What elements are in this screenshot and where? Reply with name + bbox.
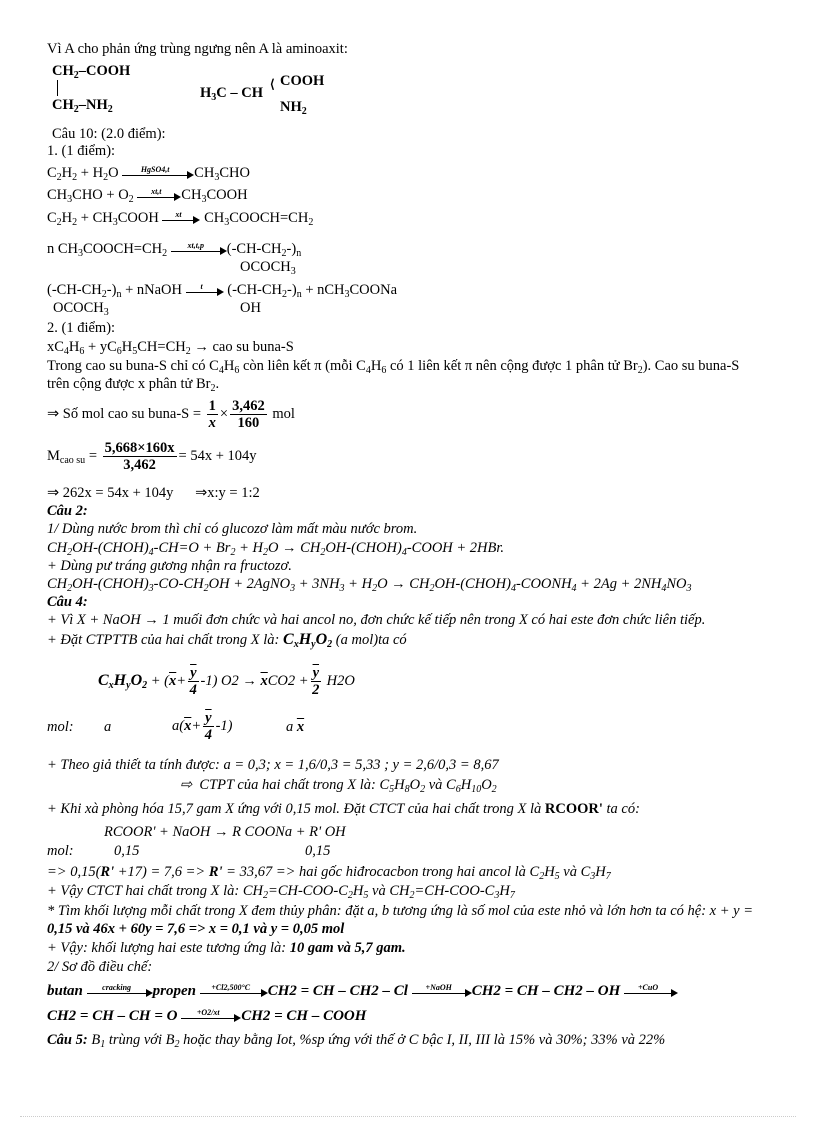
cau4-line-10: + Vậy: khối lượng hai este tương ứng là: 10 gam và 5,7 gam. <box>47 940 406 956</box>
synthesis-row-2: CH2 = CH – CH = O +O2/xt CH2 = CH – COOH <box>47 1007 367 1024</box>
page-divider <box>20 1116 796 1117</box>
cau2-line-1: 1/ Dùng nước brom thì chỉ có glucozơ làm mất màu nước brom. <box>47 521 418 537</box>
ratio-line: ⇒ 262x = 54x + 104y ⇒x:y = 1:2 <box>47 485 260 501</box>
struct2-bond: ⟨ <box>270 77 275 91</box>
reaction-1: $C_2H_2 + H_2O$ HgSO4,t $CH_3CHO$ <box>47 164 250 183</box>
mol-line: ⇒ Số mol cao su buna-S = $\frac{1}{x}$ × $\frac{3,462}{160}$ mol <box>47 398 295 432</box>
cau5-line: Câu 5: $B_1$ trùng với $B_2$ hoặc thay bằng Iot, %sp ứng với thế ở C bậc I, II, III là 15% và 30%; 33% và 22% <box>47 1032 666 1050</box>
part1-title: 1. (1 điểm): <box>47 143 116 159</box>
mol-label: mol: <box>47 719 74 735</box>
cau4-line-7: + Vậy CTCT hai chất trong X là: $CH_2=CH-COO-C_2H_5$ và $CH_2=CH-COO-C_3H_7$ <box>47 883 515 901</box>
part2-title: 2. (1 điểm): <box>47 320 116 336</box>
cau4-line-8: * Tìm khối lượng mỗi chất trong X đem thủy phân: đặt a, b tương ứng là số mol của este nhỏ và lớn hơn ta có hệ: x + y = <box>47 903 753 919</box>
sap-mol-v2: 0,15 <box>305 843 331 859</box>
mol-o2-expr: $a(\overline{x}+$ $\frac{\overline{y}}{4}$ -1) <box>172 710 233 744</box>
cau2-title: Câu 2: <box>47 503 88 519</box>
cau10-title: Câu 10: (2.0 điểm): <box>52 126 166 142</box>
reaction-4: n $CH_3COOCH=CH_2$ xt,t,p $(-CH-CH_2-)_n$ <box>47 240 302 259</box>
reaction-5-sub-right: OH <box>240 300 261 316</box>
buna-text-1: Trong cao su buna-S chỉ có $C_4H_6$ còn liên kết π (mỗi $C_4H_6$ có 1 liên kết π nên cộng được 1 phân tử $Br_2$). Cao su buna-S <box>47 358 740 376</box>
reaction-3: $C_2H_2$ + $CH_3COOH$ xt $CH_3COOCH=CH_2$ <box>47 209 314 228</box>
struct1-bottom: $CH_2-NH_2$ <box>52 97 113 115</box>
struct1-top: $CH_2$–COOH <box>52 63 131 81</box>
cau4-line-1: + Vì X + NaOH → 1 muối đơn chức và hai ancol no, đơn chức kế tiếp nên trong X có hai este đơn chức liên tiếp. <box>47 612 706 628</box>
combustion-equation: $C_xH_yO_2 + (\overline{x}+$ $\frac{\overline{y}}{4}$ -1) $O2 \to \overline{x}CO2$ + $\frac{\overline{y}}{2}$ H2O <box>98 665 355 699</box>
intro-text: Vì A cho phản ứng trùng ngưng nên A là aminoaxit: <box>47 41 348 57</box>
buna-equation: $xC_4H_6 + yC_6H_5CH=CH_2$ → cao su buna-S <box>47 339 294 357</box>
synthesis-row-1: butan cracking propen +Cl2,500°C CH2 = CH – CH2 – Cl +NaOH CH2 = CH – CH2 – OH +CuO <box>47 982 678 1000</box>
saponification-equation: RCOOR' + NaOH → R COONa + R' OH <box>104 824 346 840</box>
cau2-line-2: $CH_2OH-(CHOH)_4-CH=O + Br_2 + H_2O$ → $CH_2OH-(CHOH)_4$-COOH + 2HBr. <box>47 540 505 558</box>
mol-a: a <box>104 719 112 735</box>
reaction-2: $CH_3CHO + O_2$ xt,t $CH_3COOH$ <box>47 186 248 205</box>
struct1-bond <box>57 80 58 96</box>
cau4-line-5: + Khi xà phòng hóa 15,7 gam X ứng với 0,15 mol. Đặt CTCT của hai chất trong X là RCOOR' ta có: <box>47 801 640 817</box>
reaction-4-sub: $OCOCH_3$ <box>240 259 296 277</box>
sap-mol-label: mol: <box>47 843 74 859</box>
struct2-bottom: $NH_2$ <box>280 99 307 117</box>
molar-mass-line: $M_{cao su}$ = $\frac{5,668\times 160x}{3,462}$ = 54x + 104y <box>47 440 257 474</box>
cau4-title: Câu 4: <box>47 594 88 610</box>
cau2-line-4: $CH_2OH-(CHOH)_3-CO-CH_2OH$ + 2AgNO$_3$ + $3NH_3 + H_2O$ → $CH_2OH-(CHOH)_4-COONH_4 + 2Ag + 2NH_4NO_3$ <box>47 576 692 594</box>
reaction-5-sub-left: $OCOCH_3$ <box>53 300 109 318</box>
cau4-line-2: + Đặt CTPTTB của hai chất trong X là: $C_xH_yO_2$ (a mol)ta có <box>47 631 407 650</box>
reaction-5: $(-CH-CH_2-)_n$ + nNaOH t $(-CH-CH_2-)_n$ + nCH$_3$COONa <box>47 281 398 300</box>
sap-mol-v1: 0,15 <box>114 843 140 859</box>
cau4-line-6: => 0,15(R' +17) = 7,6 => R' = 33,67 => hai gốc hiđrocacbon trong hai ancol là $C_2H_5$ và $C_3H_7$ <box>47 864 611 882</box>
cau4-line-3: + Theo giả thiết ta tính được: a = 0,3; x = 1,6/0,3 = 5,33 ; y = 2,6/0,3 = 8,67 <box>47 757 499 773</box>
struct2-top: COOH <box>280 73 325 89</box>
mol-ax: a $\overline{x}$ <box>286 719 305 735</box>
struct2-left: $H_3C$ – CH <box>200 85 264 103</box>
cau4-line-4: ⇨ CTPT của hai chất trong X là: $C_5H_8O_2$ và $C_6H_{10}O_2$ <box>180 777 497 795</box>
cau2-line-3: + Dùng pư tráng gương nhận ra fructozơ. <box>47 558 292 574</box>
cau4-line-11: 2/ Sơ đồ điều chế: <box>47 959 153 975</box>
cau4-line-9: 0,15 và 46x + 60y = 7,6 => x = 0,1 và y = 0,05 mol <box>47 921 345 937</box>
buna-text-2: trên cộng được x phân tử $Br_2$. <box>47 376 220 394</box>
